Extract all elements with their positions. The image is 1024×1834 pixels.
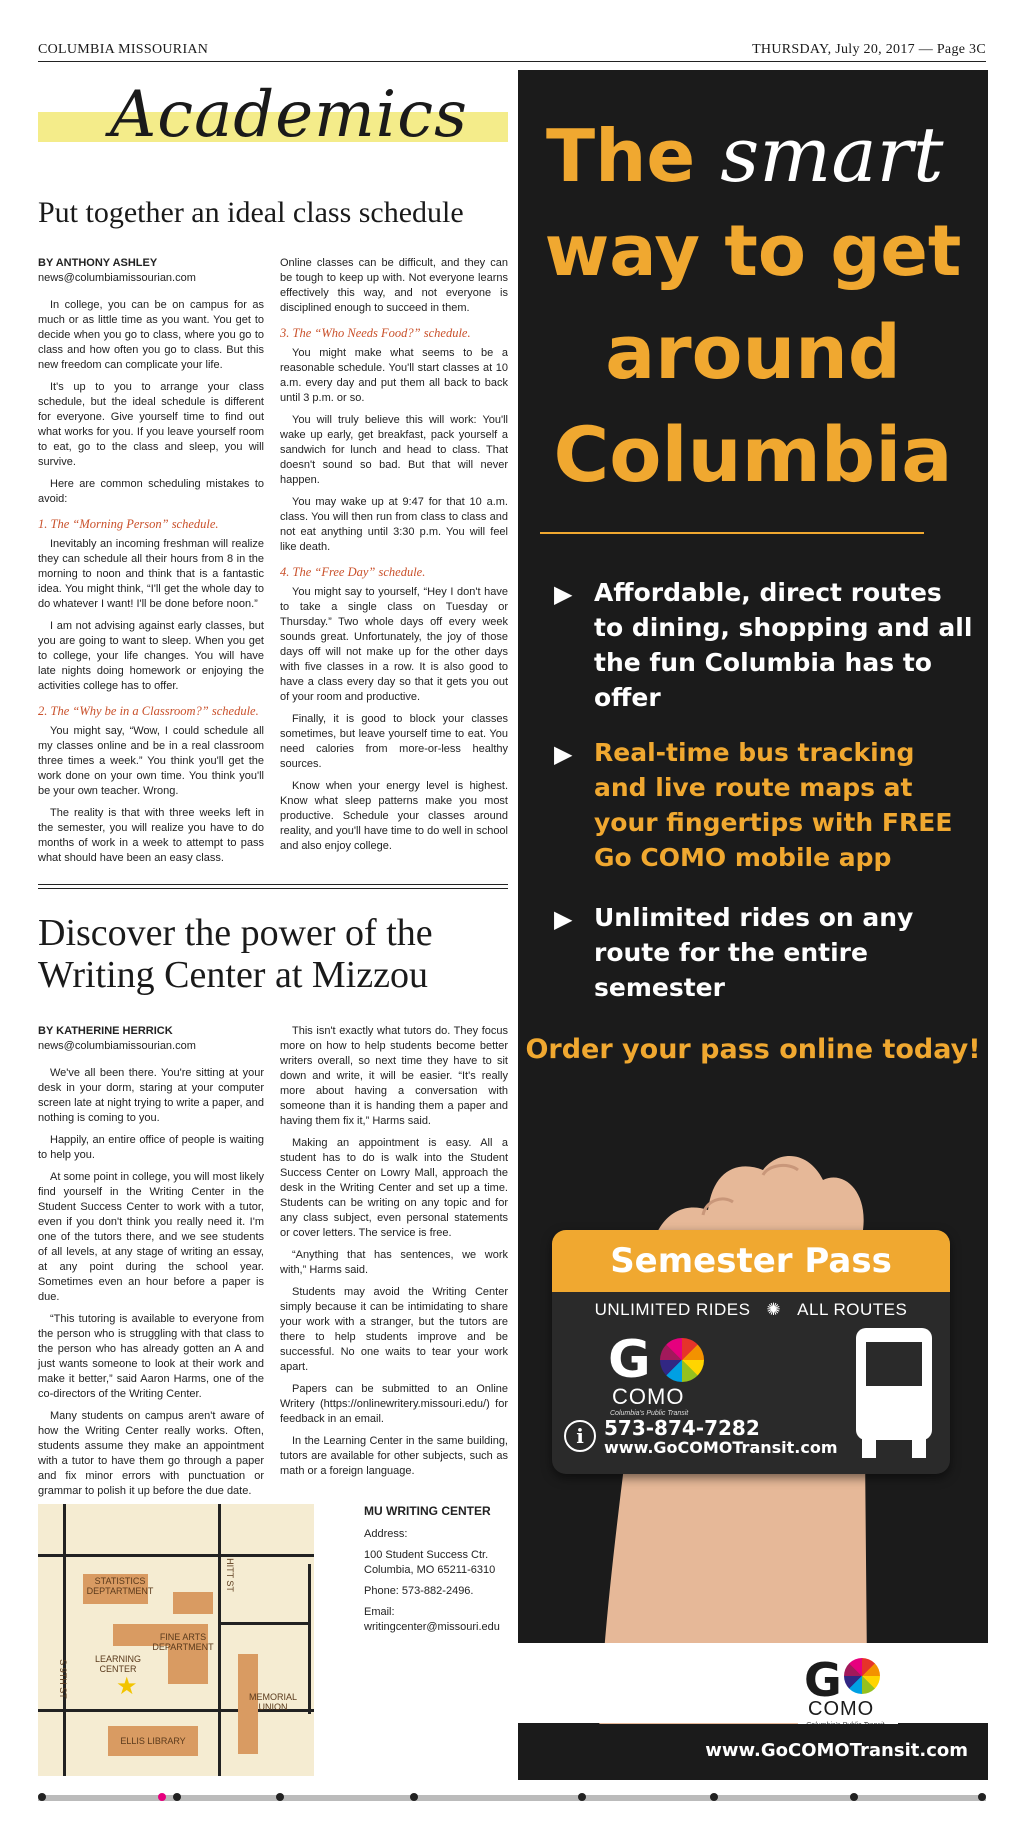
registration-dot (710, 1793, 718, 1801)
map-road (218, 1504, 221, 1776)
color-wheel-icon (844, 1658, 880, 1694)
map-road (221, 1622, 311, 1625)
ad-smart: smart (720, 110, 944, 199)
ad-headline-line4: Columbia (553, 410, 953, 499)
article2-headline: Discover the power of the Writing Center at Mizzou (38, 912, 433, 996)
article2-byline: BY KATHERINE HERRICK (38, 1025, 173, 1037)
map-label-memorial-union: MEMORIAL UNION (248, 1692, 297, 1712)
paragraph: You may wake up at 9:47 for that 10 a.m. class. You will then run from class to class and not eat anything until 3:30 p.m. You will feel like death. (280, 496, 508, 553)
ad-logo-band (518, 1643, 988, 1723)
paragraph: You will truly believe this will work: You'll wake up early, get breakfast, pack yourself a sandwich for lunch and head to class. That doesn't sound so bad. But that will never happen. (280, 414, 508, 486)
paragraph: Students may avoid the Writing Center simply because it can be intimidating to share your work with a stranger, but the tutors are there to help students improve and be successful. No one waits to tear your work apart. (280, 1286, 508, 1373)
article2-email: news@columbiamissourian.com (38, 1040, 196, 1052)
registration-dot (158, 1793, 166, 1801)
section-divider (38, 884, 508, 889)
registration-dot (578, 1793, 586, 1801)
paragraph: You might say, “Wow, I could schedule all my classes online and be in a real classroom three times a week.” You think you'll get the work done on your own time. You think you'll be your own teacher. Wrong. (38, 725, 264, 797)
map-road (308, 1564, 311, 1714)
color-wheel-icon (660, 1338, 704, 1382)
card-title: Semester Pass (552, 1230, 950, 1292)
info-address-label: Address: (364, 1528, 408, 1540)
registration-dot (276, 1793, 284, 1801)
subhead: 3. The “Who Needs Food?” schedule. (280, 326, 471, 340)
article1-byline: BY ANTHONY ASHLEY (38, 257, 158, 269)
paragraph: This isn't exactly what tutors do. They focus more on how to help students become better writers overall, so next time they have to sit down and write, it will be easier. “It's really more about having a conversation with someone than it is handing them a paper and having them fix it,” Harms said. (280, 1025, 508, 1127)
card-sub-left: UNLIMITED RIDES (594, 1300, 751, 1319)
logo-g: G (804, 1653, 842, 1707)
map-building (173, 1592, 213, 1614)
masthead (38, 40, 986, 62)
paragraph: Many students on campus aren't aware of how the Writing Center really works. Often, students assume they make an appointment with a tutor to have them go through a paper and fix minor errors with punctuation or grammar to polish it up before the due date. (38, 1410, 264, 1497)
card-subtitle (552, 1300, 950, 1320)
paragraph: At some point in college, you will most likely find yourself in the Writing Center in the Student Success Center to work with a tutor, even if you don't think you really need it. I'm one of the tutors there, and we see students of all levels, at any stage of writing an essay, at any point during the school year. Sometimes even an hour before a paper is due. (38, 1171, 264, 1303)
paragraph: Online classes can be difficult, and they can be tough to keep up with. Not everyone learns effectively this way, and not everyone is disciplined enough to succeed in them. (280, 257, 508, 314)
subhead: 2. The “Why be in a Classroom?” schedule. (38, 704, 259, 718)
paragraph: In college, you can be on campus for as much or as little time as you want. You get to decide when you go to class, where you go to class and how often you go to class. But this new freedom can complicate your life. (38, 299, 264, 371)
ad-bullet-text: Unlimited rides on any route for the entire semester (594, 903, 914, 1002)
article2-column-2 (280, 1024, 508, 1486)
map-label-fine-arts: FINE ARTS DEPARTMENT (152, 1632, 214, 1652)
ad-bullet-text: Affordable, direct routes to dining, shopping and all the fun Columbia has to offer (594, 578, 973, 712)
bus-icon (852, 1324, 936, 1464)
article1-headline: Put together an ideal class schedule (38, 196, 464, 229)
subhead: 1. The “Morning Person” schedule. (38, 517, 219, 531)
ad-headline-line3: around (605, 310, 901, 396)
article1-column-2 (280, 256, 508, 861)
info-icon: i (564, 1420, 596, 1452)
registration-dot (410, 1793, 418, 1801)
card-sub-right: ALL ROUTES (797, 1300, 908, 1319)
paragraph: Know when your energy level is highest. Know what sleep patterns make you most productive. Schedule your classes around reality, and you'll have time to do well in school and also enjoy college. (280, 780, 508, 852)
paragraph: “This tutoring is available to everyone from the person who is struggling with that class to the person who has already gotten an A and just wants someone to look at their work and make it better,” said Aaron Harms, one of the co-directors of the Writing Center. (38, 1313, 264, 1400)
paragraph: You might make what seems to be a reasonable schedule. You'll start classes at 10 a.m. every day and put them all back to back until 3 p.m. or so. (280, 347, 508, 404)
ad-bullet-text: Real-time bus tracking and live route maps at your fingertips with FREE Go COMO mobile app (594, 738, 953, 872)
map-label-learning-center: LEARNING CENTER (94, 1654, 141, 1674)
paragraph: It's up to you to arrange your class schedule, but the ideal schedule is different for everyone. Give yourself time to find out what works for you. If you leave yourself room to eat, go to the class and sleep, you will survive. (38, 381, 264, 468)
campus-map (38, 1504, 314, 1776)
logo-g: G (608, 1330, 651, 1390)
print-registration-bar (38, 1795, 986, 1801)
registration-dot (850, 1793, 858, 1801)
map-label-hitt-st: HITT ST (225, 1558, 235, 1592)
paragraph: I am not advising against early classes, but you are going to want to sleep. When you get to college, your life changes. You will have late nights doing homework or enjoying the activities college has to offer. (38, 620, 264, 692)
paragraph: In the Learning Center in the same building, tutors are available for other subjects, such as math or a foreign language. (280, 1435, 508, 1477)
semester-pass-card (552, 1230, 950, 1474)
map-label-ellis-library: ELLIS LIBRARY (120, 1736, 186, 1746)
ad-website-url: www.GoCOMOTransit.com (518, 1724, 988, 1780)
paragraph: Making an appointment is easy. All a student has to do is walk into the Student Success Center on Lowry Mall, approach the desk in the Writing Center and set up a time. Students can be writing on any topic and for any class subject, even personal statements or cover letters. The service is free. (280, 1137, 508, 1239)
registration-dot (38, 1793, 46, 1801)
ad-headline-line1 (546, 110, 988, 199)
wheel-icon: ✺ (766, 1300, 782, 1319)
paragraph: Inevitably an incoming freshman will realize they can schedule all their hours from 8 in the morning to noon and think that is a fantastic idea. You might think, “I'll get the whole day to do whatever I want! I'll be done before noon.” (38, 538, 264, 610)
map-label-statistics: STATISTICS DEPTARTMENT (86, 1576, 154, 1596)
subhead: 4. The “Free Day” schedule. (280, 565, 426, 579)
paragraph: Finally, it is good to block your classes sometimes, but leave yourself time to eat. You need calories from more-or-less healthy sources. (280, 713, 508, 770)
paragraph: “Anything that has sentences, we work with,” Harms said. (280, 1249, 508, 1276)
ad-divider (540, 532, 924, 534)
map-road (63, 1504, 66, 1776)
paragraph: The reality is that with three weeks left in the semester, you will realize you have to do months of work in a week to attempt to pass what should have been an easy class. (38, 807, 264, 864)
card-website: www.GoCOMOTransit.com (604, 1438, 838, 1457)
gocomo-advertisement (518, 70, 988, 1780)
logo-como: COMO (808, 1698, 875, 1720)
article1-column-1 (38, 256, 264, 873)
card-phone: 573-874-7282 (604, 1416, 760, 1440)
paragraph: Papers can be submitted to an Online Writery (https://onlinewritery.missouri.edu/) for feedback in an email. (280, 1383, 508, 1425)
play-arrow-icon: ▶ (554, 740, 573, 768)
info-phone: Phone: 573-882-2496. (364, 1585, 474, 1597)
ad-the: The (546, 114, 696, 198)
map-road (38, 1554, 314, 1557)
paragraph: Happily, an entire office of people is waiting to help you. (38, 1134, 264, 1161)
registration-dot (173, 1793, 181, 1801)
info-title: MU WRITING CENTER (364, 1504, 491, 1518)
play-arrow-icon: ▶ (554, 905, 573, 933)
map-label-s-9th-st: S 9TH ST (58, 1659, 68, 1699)
paragraph: Here are common scheduling mistakes to avoid: (38, 478, 264, 505)
article1-email: news@columbiamissourian.com (38, 272, 196, 284)
logo-tagline: Columbia's Public Transit (610, 1410, 689, 1417)
paragraph: We've all been there. You're sitting at your desk in your dorm, staring at your computer screen late at night trying to write a paper, and nothing is coming to you. (38, 1067, 264, 1124)
logo-como: COMO (612, 1384, 685, 1409)
date-page: THURSDAY, July 20, 2017 — Page 3C (752, 42, 986, 57)
play-arrow-icon: ▶ (554, 580, 573, 608)
paragraph: You might say to yourself, “Hey I don't have to take a single class on Tuesday or Thursday.” Two whole days off every week sounds great. Unfortunately, the joy of those days off will not make up for the other days with five classes in a row. It is also good to have a class every day so that it gets you out of your room and productive. (280, 586, 508, 703)
info-address: 100 Student Success Ctr. Columbia, MO 65211-6310 (364, 1549, 496, 1576)
star-icon: ★ (116, 1673, 138, 1700)
article2-column-1 (38, 1024, 264, 1506)
section-title: Academics (110, 78, 468, 152)
paper-name: COLUMBIA MISSOURIAN (38, 42, 209, 57)
ad-call-to-action: Order your pass online today! (525, 1034, 981, 1065)
registration-dot (978, 1793, 986, 1801)
info-email-label: Email: (364, 1606, 395, 1618)
info-email: writingcenter@missouri.edu (364, 1621, 500, 1633)
ad-headline-line2: way to get (544, 210, 962, 292)
writing-center-info (364, 1504, 514, 1641)
